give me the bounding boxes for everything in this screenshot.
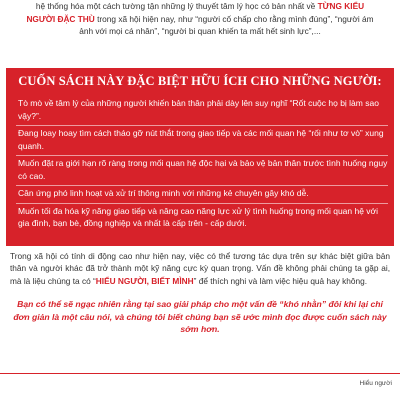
intro-text-1: hệ thống hóa một cách tường tận những lý thuyết tâm lý học có bản nhất về — [35, 1, 318, 11]
target-reader-box — [6, 68, 394, 246]
emphasis-paragraph: Bạn có thể sẽ ngạc nhiên rằng tại sao giải pháp cho một vấn đề “khó nhằn” đôi khi lại chỉ đơn giản là một câu nói, và chúng tôi biết chúng bạn sẽ ước mình đọc được cuốn sách này sớm hơn. — [13, 299, 387, 335]
box-title: CUỐN SÁCH NÀY ĐẶC BIỆT HỮU ÍCH CHO NHỮNG NGƯỜI: — [18, 74, 382, 88]
intro-highlight: TỪNG KIỂU NGƯỜI ĐẶC THÙ — [26, 1, 365, 24]
intro-paragraph — [22, 0, 378, 38]
bullet-list — [16, 96, 388, 233]
body-text-2: ” để thích nghi và làm việc hiệu quả hay không. — [193, 275, 368, 286]
bullet-item: Tò mò về tâm lý của những người khiến bản thân phải dày lên suy nghĩ “Rốt cuộc họ bị làm sao vậy?”. — [16, 96, 388, 126]
footer-divider — [0, 373, 400, 374]
body-highlight: HIỂU NGƯỜI, BIẾT MÌNH — [95, 275, 194, 286]
body-text-1: Trong xã hội có tính di động cao như hiện nay, việc có thể tương tác dựa trên sự khác biệt giữa bản thân và người khác đã trở thành một kỹ năng cực kỳ quan trọng. Vấn đề không phải chúng ta gặp ai, mà là liệu chúng ta có “ — [10, 251, 390, 286]
bullet-item: Muốn tối đa hóa kỹ năng giao tiếp và nâng cao năng lực xử lý tình huống trong mối quan hệ với gia đình, bạn bè, đồng nghiệp và nhất là cấp trên - cấp dưới. — [18, 205, 379, 228]
bullet-item: Cân ứng phó linh hoạt và xử trí thông minh với những kẻ chuyên gây khó dễ. — [16, 186, 388, 204]
bullet-item: Muốn đặt ra giới hạn rõ ràng trong mối quan hệ độc hại và bảo vệ bản thân trước tình huống nguy có cao. — [16, 156, 388, 186]
footer-tag: Hiểu người — [359, 380, 392, 387]
body-paragraph — [10, 250, 390, 287]
bullet-item: Đang loay hoay tìm cách tháo gỡ nút thắt trong giao tiếp và các mối quan hệ “rối như tơ vò” xung quanh. — [16, 126, 388, 156]
intro-text-2: trong xã hội hiện nay, như “người cố chấp cho rằng mình đúng”, “người ám ảnh với mọi cá nhân”, “người bi quan khiến ta mất hết sinh lực”,... — [79, 13, 374, 36]
